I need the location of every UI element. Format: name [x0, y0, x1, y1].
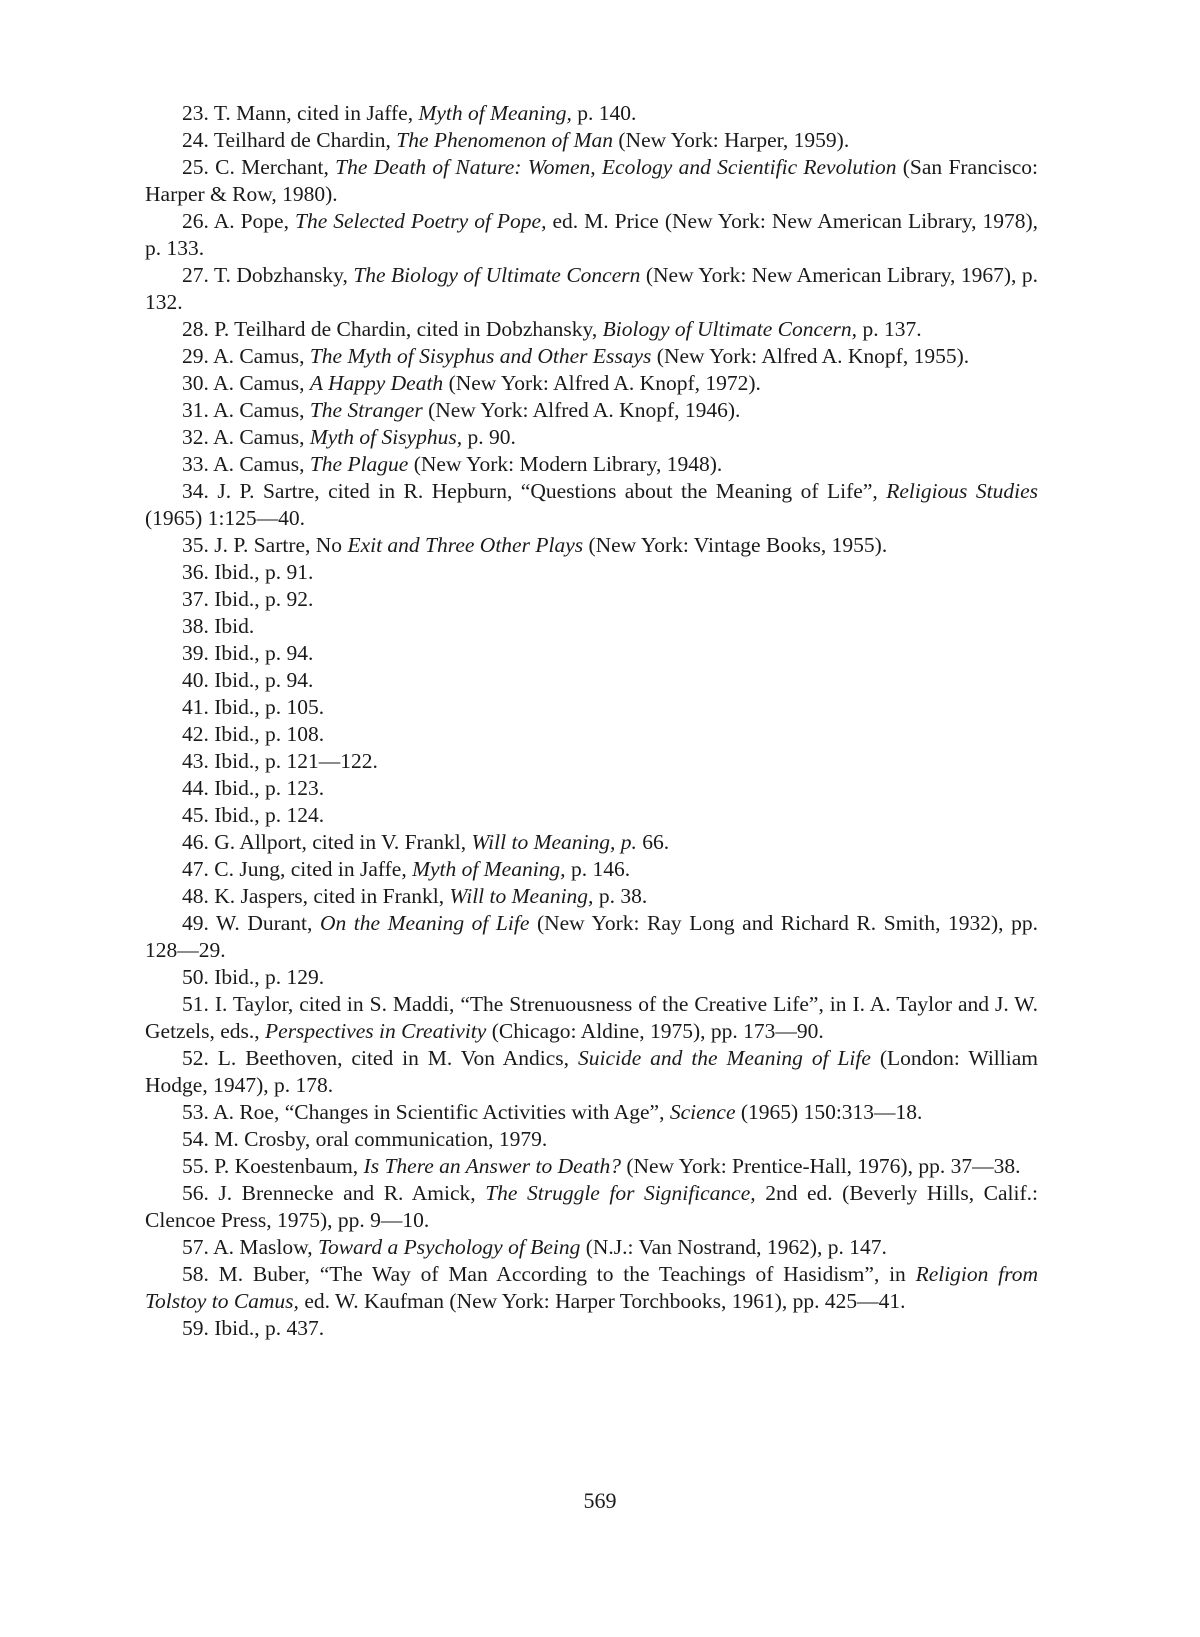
endnote [145, 694, 1038, 721]
endnote [145, 640, 1038, 667]
endnote-text: 24. Teilhard de Chardin, [182, 128, 397, 152]
endnote [145, 748, 1038, 775]
endnote-text: 34. J. P. Sartre, cited in R. Hepburn, “Questions about the Meaning of Life”, [182, 479, 887, 503]
endnote [145, 1099, 1038, 1126]
endnote [145, 775, 1038, 802]
endnote-text: p. 140. [571, 101, 637, 125]
endnote [145, 883, 1038, 910]
endnote-text: (New York: Modern Library, 1948). [408, 452, 723, 476]
endnote-title: The Myth of Sisyphus and Other Essays [309, 344, 652, 368]
endnote-text: 43. Ibid., p. 121—122. [182, 749, 378, 773]
endnote [145, 559, 1038, 586]
endnote-title: On the Meaning of Life [319, 911, 530, 935]
endnote-title: The Plague [309, 452, 409, 476]
endnote-text: 39. Ibid., p. 94. [182, 641, 314, 665]
endnote-text: (New York: Ray Long and Richard R. Smith, 1932), pp. 128—29. [145, 911, 1038, 962]
endnote-title: Perspectives in Creativity [265, 1019, 487, 1043]
endnote-text: 50. Ibid., p. 129. [182, 965, 325, 989]
endnote [145, 478, 1038, 532]
endnote-text: 66. [636, 830, 670, 854]
endnote-title: Is There an Answer to Death? [363, 1154, 621, 1178]
endnote-text: 54. M. Crosby, oral communication, 1979. [182, 1127, 548, 1151]
endnote-title: Religion from Tolstoy to Camus, [145, 1262, 1038, 1313]
endnote-text: 23. T. Mann, cited in Jaffe, [182, 101, 419, 125]
endnote-text: 52. L. Beethoven, cited in M. Von Andics, [182, 1046, 578, 1070]
endnote-text: 45. Ibid., p. 124. [182, 803, 325, 827]
endnote-text: 59. Ibid., p. 437. [182, 1316, 325, 1340]
endnote-text: (New York: Prentice-Hall, 1976), pp. 37—38. [620, 1154, 1021, 1178]
endnote-text: 33. A. Camus, [182, 452, 310, 476]
endnote [145, 1315, 1038, 1342]
endnote-text: 2nd ed. (Beverly Hills, Calif.: Clencoe Press, 1975), pp. 9—10. [145, 1181, 1038, 1232]
endnote [145, 802, 1038, 829]
endnote-title: The Death of Nature: Women, Ecology and Scientific Revolution [335, 155, 897, 179]
endnote-title: Myth of Sisyphus, [309, 425, 463, 449]
endnote [145, 1153, 1038, 1180]
endnote [145, 964, 1038, 991]
endnote-text: (1965) 150:313—18. [735, 1100, 923, 1124]
endnote-title: A Happy Death [309, 371, 444, 395]
endnote-title: Suicide and the Meaning of Life [577, 1046, 871, 1070]
endnote [145, 532, 1038, 559]
endnote-text: 29. A. Camus, [182, 344, 310, 368]
endnote-text: (N.J.: Van Nostrand, 1962), p. 147. [580, 1235, 887, 1259]
endnote [145, 262, 1038, 316]
endnote [145, 829, 1038, 856]
endnote-text: 32. A. Camus, [182, 425, 310, 449]
endnote-text: 30. A. Camus, [182, 371, 310, 395]
endnote-text: 41. Ibid., p. 105. [182, 695, 325, 719]
endnote-title: The Biology of Ultimate Concern [353, 263, 641, 287]
endnote-text: ed. M. Price (New York: New American Library, 1978), p. 133. [145, 209, 1038, 260]
endnote-text: 42. Ibid., p. 108. [182, 722, 325, 746]
endnote-text: p. 137. [857, 317, 922, 341]
endnote-text: p. 38. [593, 884, 648, 908]
endnote-text: (New York: Alfred A. Knopf, 1946). [422, 398, 741, 422]
endnote-text: 40. Ibid., p. 94. [182, 668, 314, 692]
endnote [145, 1234, 1038, 1261]
endnote-text: 25. C. Merchant, [182, 155, 336, 179]
endnote-text: 28. P. Teilhard de Chardin, cited in Dobzhansky, [182, 317, 603, 341]
endnote-text: 53. A. Roe, “Changes in Scientific Activities with Age”, [182, 1100, 670, 1124]
endnote-text: (New York: Alfred A. Knopf, 1955). [651, 344, 970, 368]
endnote-text: 51. I. Taylor, cited in S. Maddi, “The Strenuousness of the Creative Life”, in I. A. Taylor and J. W. Getzels, eds., [145, 992, 1038, 1043]
endnote-text: 26. A. Pope, [182, 209, 295, 233]
endnote [145, 1180, 1038, 1234]
endnote-text: 37. Ibid., p. 92. [182, 587, 314, 611]
endnote [145, 316, 1038, 343]
endnote-title: Toward a Psychology of Being [317, 1235, 581, 1259]
endnote-title: The Selected Poetry of Pope, [295, 209, 547, 233]
endnote [145, 127, 1038, 154]
endnote [145, 586, 1038, 613]
endnote-title: The Stranger [309, 398, 423, 422]
endnote-text: 46. G. Allport, cited in V. Frankl, [182, 830, 472, 854]
endnote-text: p. 146. [565, 857, 631, 881]
endnote-text: (New York: Harper, 1959). [613, 128, 850, 152]
endnote-text: 44. Ibid., p. 123. [182, 776, 325, 800]
endnote [145, 613, 1038, 640]
endnote [145, 991, 1038, 1045]
endnote-text: (New York: New American Library, 1967), p. 132. [145, 263, 1038, 314]
endnote-text: (San Francisco: Harper & Row, 1980). [145, 155, 1039, 206]
endnote [145, 910, 1038, 964]
endnote-text: 56. J. Brennecke and R. Amick, [182, 1181, 486, 1205]
endnote-text: 48. K. Jaspers, cited in Frankl, [182, 884, 450, 908]
endnote [145, 370, 1038, 397]
endnotes-list [145, 100, 1038, 1342]
endnote-title: Religious Studies [886, 479, 1038, 503]
endnote-title: Myth of Meaning, [418, 101, 572, 125]
endnote-text: (New York: Alfred A. Knopf, 1972). [443, 371, 761, 395]
endnote-text: 57. A. Maslow, [182, 1235, 318, 1259]
endnote [145, 1045, 1038, 1099]
endnote [145, 343, 1038, 370]
endnote [145, 424, 1038, 451]
endnote [145, 667, 1038, 694]
endnote-title: Will to Meaning, [449, 884, 594, 908]
endnote-title: The Struggle for Significance, [485, 1181, 756, 1205]
endnote-title: Will to Meaning, p. [471, 830, 637, 854]
endnote-title: Science [669, 1100, 736, 1124]
endnote [145, 154, 1038, 208]
endnote-title: The Phenomenon of Man [396, 128, 614, 152]
endnote [145, 208, 1038, 262]
endnote-text: (1965) 1:125—40. [145, 506, 306, 530]
endnote-text: 38. Ibid. [182, 614, 255, 638]
endnote-title: Exit and Three Other Plays [347, 533, 584, 557]
endnote-text: 27. T. Dobzhansky, [182, 263, 354, 287]
endnote [145, 451, 1038, 478]
endnote-text: 49. W. Durant, [182, 911, 320, 935]
endnote [145, 1261, 1038, 1315]
endnote-text: 58. M. Buber, “The Way of Man According to the Teachings of Hasidism”, in [182, 1262, 916, 1286]
endnote-text: (Chicago: Aldine, 1975), pp. 173—90. [486, 1019, 824, 1043]
page-number: 569 [583, 1488, 617, 1513]
endnote-text: (London: William Hodge, 1947), p. 178. [145, 1046, 1038, 1097]
endnote-title: Biology of Ultimate Concern, [602, 317, 858, 341]
endnote-text: 36. Ibid., p. 91. [182, 560, 314, 584]
endnote [145, 397, 1038, 424]
endnote-text: ed. W. Kaufman (New York: Harper Torchbooks, 1961), pp. 425—41. [298, 1289, 906, 1313]
endnote-text: 47. C. Jung, cited in Jaffe, [182, 857, 413, 881]
endnote [145, 100, 1038, 127]
endnote-text: 31. A. Camus, [182, 398, 310, 422]
endnote [145, 721, 1038, 748]
endnote [145, 1126, 1038, 1153]
endnote-text: 35. J. P. Sartre, No [182, 533, 348, 557]
endnote-text: (New York: Vintage Books, 1955). [583, 533, 888, 557]
endnote [145, 856, 1038, 883]
notes-page [145, 100, 1038, 1342]
endnote-text: 55. P. Koestenbaum, [182, 1154, 364, 1178]
endnote-text: p. 90. [462, 425, 516, 449]
endnote-title: Myth of Meaning, [412, 857, 566, 881]
